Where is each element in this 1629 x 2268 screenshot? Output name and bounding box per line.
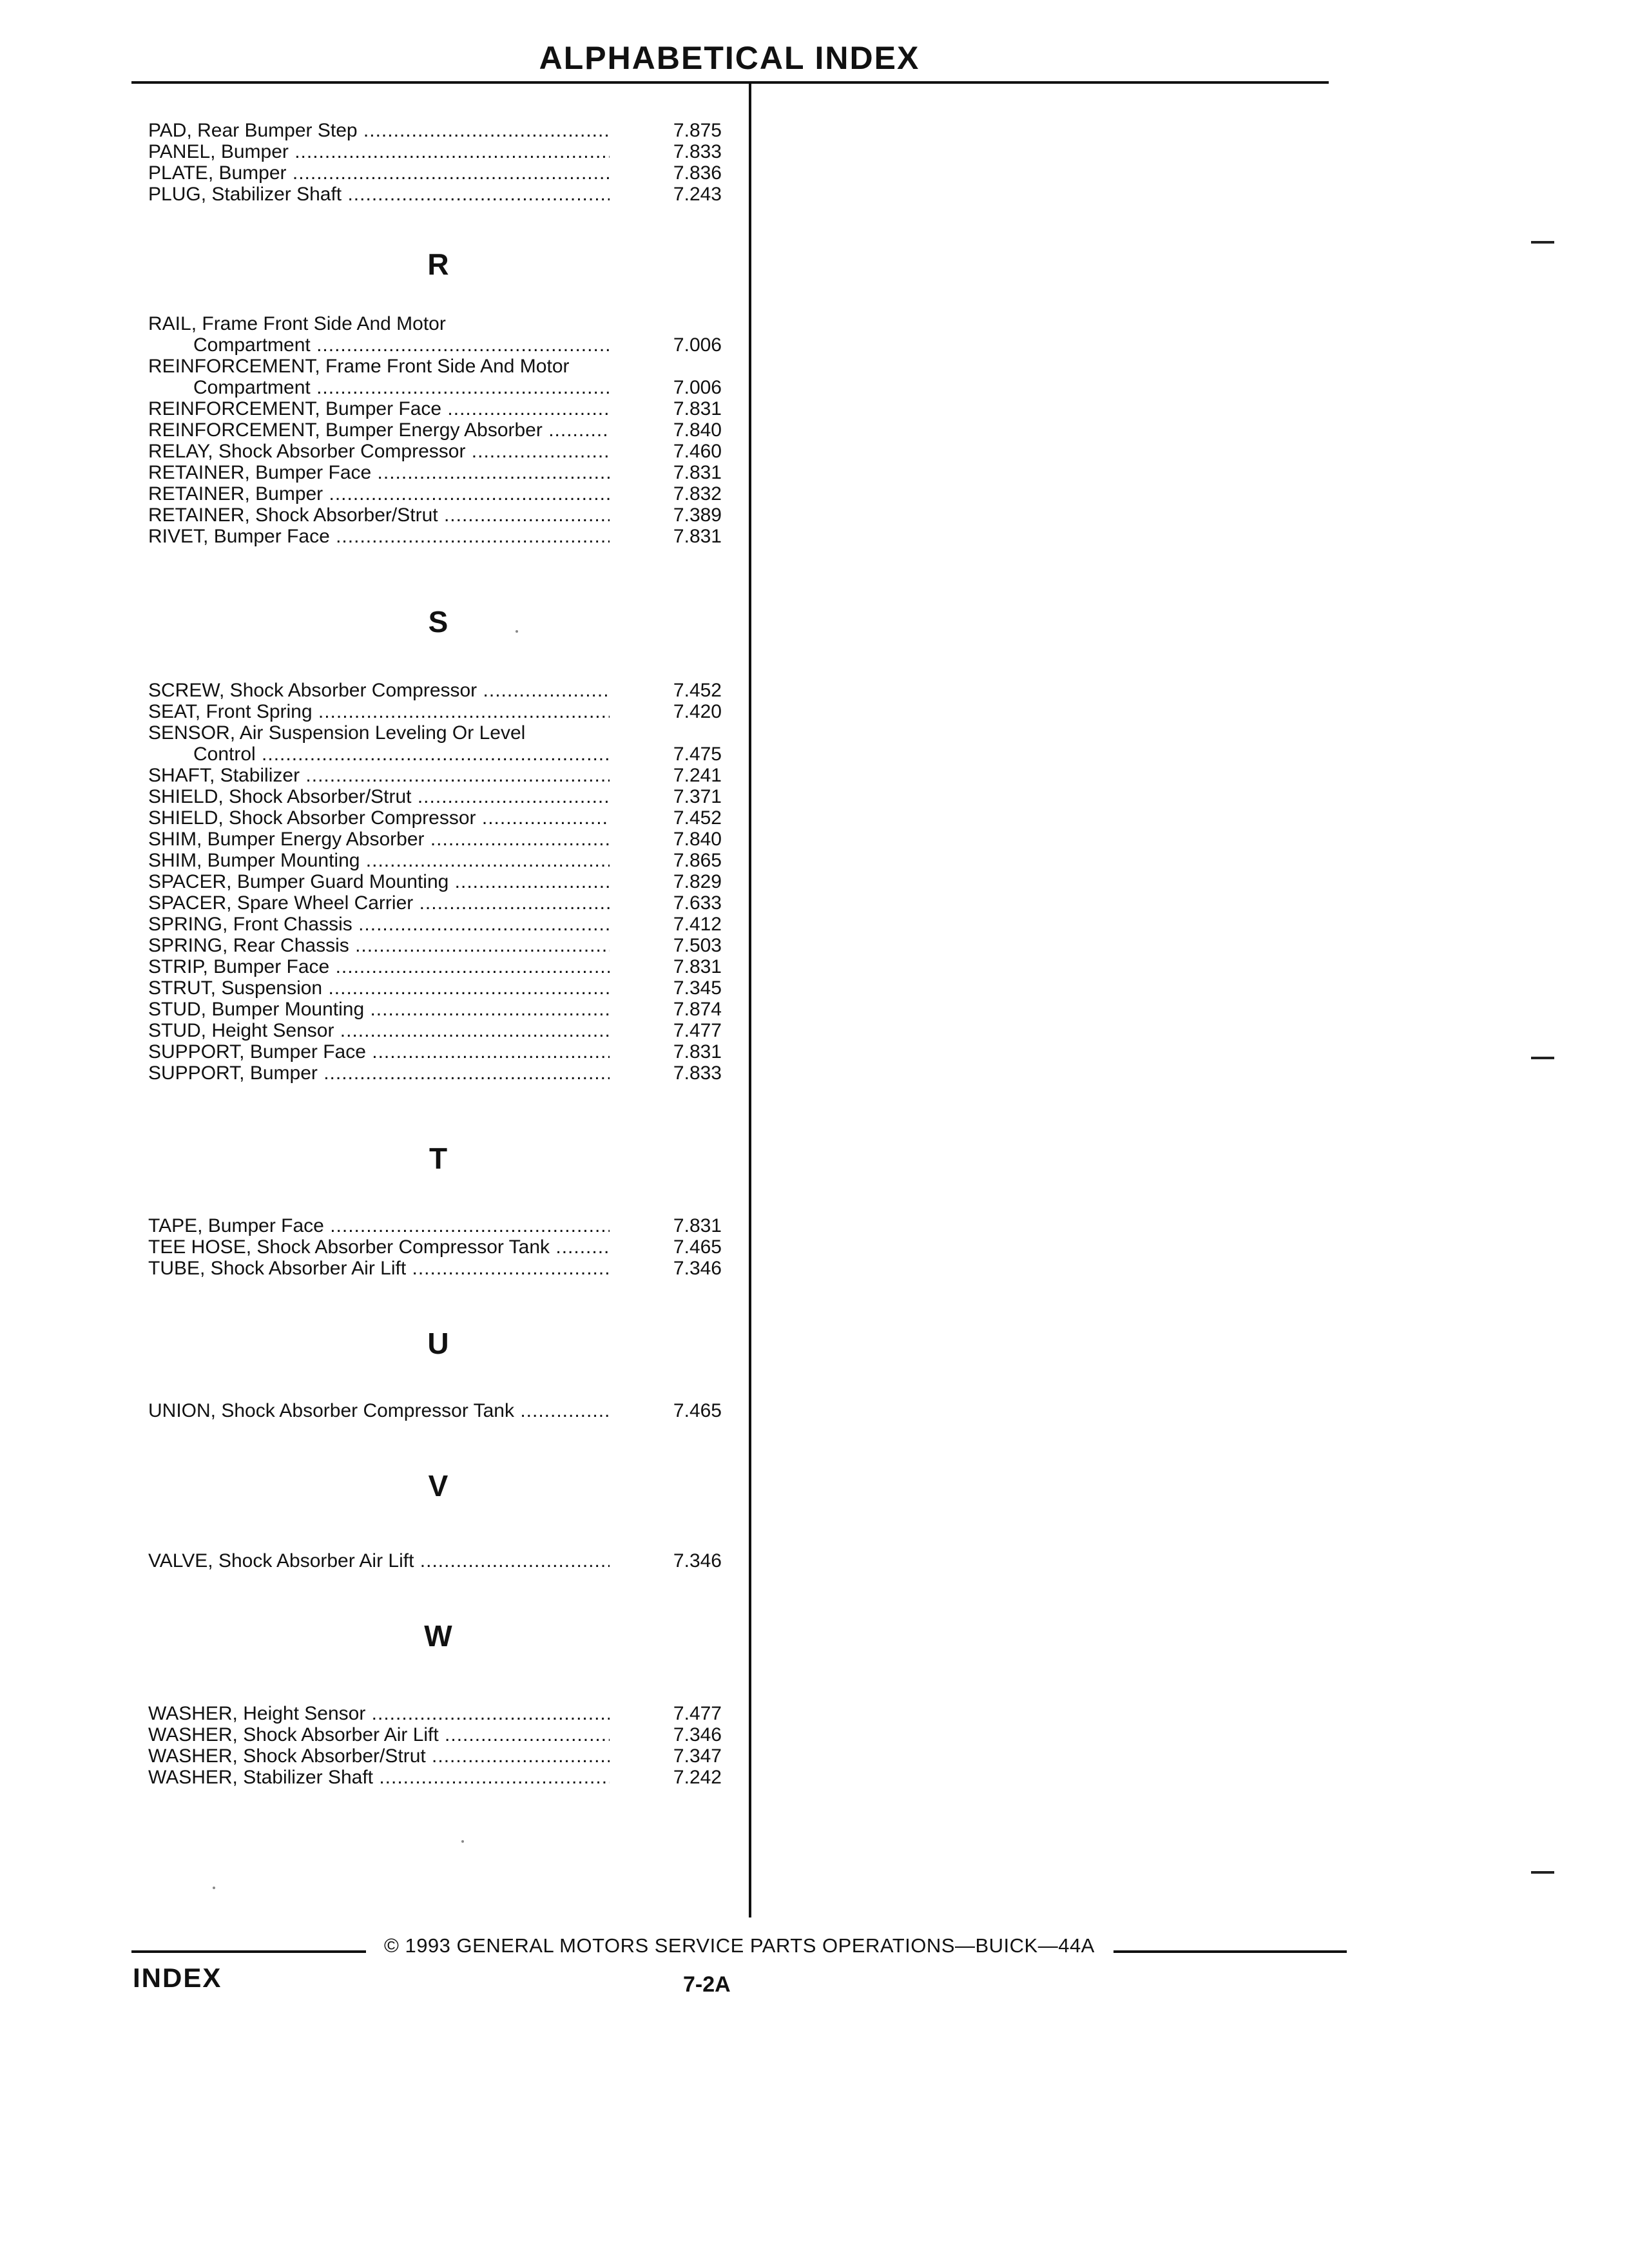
footer-page-number: 7-2A xyxy=(683,1972,731,1997)
entry-term: SHAFT, Stabilizer ..... xyxy=(148,765,610,786)
index-entry xyxy=(148,419,741,441)
entry-term: TAPE, Bumper Face ..... xyxy=(148,1215,610,1236)
binding-tick-mark xyxy=(1531,1871,1554,1874)
entry-term: SPRING, Rear Chassis ..... xyxy=(148,935,610,956)
index-section-v xyxy=(148,1466,741,1571)
index-entry xyxy=(148,701,741,722)
entry-page-ref: 7.831 xyxy=(673,956,722,977)
entry-term: SCREW, Shock Absorber Compressor ..... xyxy=(148,680,610,701)
entry-page-ref: 7.833 xyxy=(673,1062,722,1084)
entry-term: SPACER, Bumper Guard Mounting ..... xyxy=(148,871,610,892)
section-letter-heading: U xyxy=(427,1327,449,1360)
entry-term: RAIL, Frame Front Side And Motor xyxy=(148,313,446,334)
index-entry xyxy=(148,162,741,184)
entry-term: PLUG, Stabilizer Shaft ..... xyxy=(148,184,610,205)
entry-page-ref: 7.477 xyxy=(673,1703,722,1724)
entry-term: SHIELD, Shock Absorber/Strut ..... xyxy=(148,786,610,807)
entry-page-ref: 7.836 xyxy=(673,162,722,184)
index-entry xyxy=(148,956,741,977)
index-entry xyxy=(148,141,741,162)
entry-term: STUD, Bumper Mounting ..... xyxy=(148,999,610,1020)
entry-page-ref: 7.460 xyxy=(673,441,722,462)
index-entry xyxy=(148,680,741,701)
index-entry xyxy=(148,1724,741,1745)
index-entry xyxy=(148,184,741,205)
entry-term: TEE HOSE, Shock Absorber Compressor Tank ..... xyxy=(148,1236,610,1258)
footer-section-label: INDEX xyxy=(133,1963,222,1993)
entry-term: RETAINER, Bumper ..... xyxy=(148,483,610,505)
entry-page-ref: 7.465 xyxy=(673,1236,722,1258)
entry-term-continuation: Compartment ..... xyxy=(193,377,610,398)
entry-page-ref: 7.831 xyxy=(673,398,722,419)
index-entry xyxy=(148,1550,741,1571)
scan-speck xyxy=(213,1887,215,1889)
entry-page-ref: 7.633 xyxy=(673,892,722,914)
section-letter-heading: T xyxy=(429,1142,448,1175)
index-entry xyxy=(148,356,741,398)
entry-term-continuation: Control ..... xyxy=(193,744,610,765)
index-entry xyxy=(148,1258,741,1279)
index-entry xyxy=(148,505,741,526)
entry-term: SHIM, Bumper Energy Absorber ..... xyxy=(148,829,610,850)
entry-term: WASHER, Shock Absorber Air Lift ..... xyxy=(148,1724,610,1745)
entry-term: STRUT, Suspension ..... xyxy=(148,977,610,999)
index-entry xyxy=(148,850,741,871)
index-entry xyxy=(148,722,741,765)
index-entry xyxy=(148,483,741,505)
entry-term: WASHER, Stabilizer Shaft ..... xyxy=(148,1767,610,1788)
index-entry xyxy=(148,914,741,935)
entry-term: PLATE, Bumper ..... xyxy=(148,162,610,184)
index-section-w xyxy=(148,1617,741,1788)
entry-page-ref: 7.389 xyxy=(673,505,722,526)
entry-term: VALVE, Shock Absorber Air Lift ..... xyxy=(148,1550,610,1571)
entry-term: TUBE, Shock Absorber Air Lift ..... xyxy=(148,1258,610,1279)
footer-copyright: © 1993 GENERAL MOTORS SERVICE PARTS OPERATIONS—BUICK—44A xyxy=(384,1934,1095,1957)
entry-term: STRIP, Bumper Face ..... xyxy=(148,956,610,977)
entry-list xyxy=(148,680,741,1084)
entry-list xyxy=(148,120,741,205)
entry-page-ref: 7.832 xyxy=(673,483,722,505)
index-entry xyxy=(148,1236,741,1258)
entry-page-ref: 7.829 xyxy=(673,871,722,892)
entry-page-ref: 7.831 xyxy=(673,1215,722,1236)
entry-list xyxy=(148,313,741,547)
entry-page-ref: 7.242 xyxy=(673,1767,722,1788)
index-section-t xyxy=(148,1139,741,1279)
index-entry xyxy=(148,829,741,850)
index-entry xyxy=(148,786,741,807)
entry-page-ref: 7.006 xyxy=(673,377,722,398)
index-section-u xyxy=(148,1324,741,1421)
index-entry xyxy=(148,765,741,786)
binding-tick-mark xyxy=(1531,241,1554,244)
index-section-r xyxy=(148,245,741,547)
index-entry xyxy=(148,1020,741,1041)
entry-term: SUPPORT, Bumper Face ..... xyxy=(148,1041,610,1062)
entry-page-ref: 7.243 xyxy=(673,184,722,205)
entry-page-ref: 7.874 xyxy=(673,999,722,1020)
entry-term: REINFORCEMENT, Bumper Energy Absorber ..... xyxy=(148,419,610,441)
entry-page-ref: 7.865 xyxy=(673,850,722,871)
index-entry xyxy=(148,1767,741,1788)
column-divider xyxy=(749,84,751,1917)
section-letter-heading: V xyxy=(428,1469,448,1503)
index-column xyxy=(148,120,741,1788)
entry-list xyxy=(148,1400,741,1421)
index-entry xyxy=(148,441,741,462)
entry-term: UNION, Shock Absorber Compressor Tank ..... xyxy=(148,1400,610,1421)
entry-page-ref: 7.503 xyxy=(673,935,722,956)
entry-page-ref: 7.347 xyxy=(673,1745,722,1767)
entry-term: RETAINER, Bumper Face ..... xyxy=(148,462,610,483)
index-entry xyxy=(148,1215,741,1236)
index-section-s xyxy=(148,602,741,1084)
entry-term-continuation: Compartment ..... xyxy=(193,334,610,356)
entry-term: PAD, Rear Bumper Step ..... xyxy=(148,120,610,141)
entry-term: REINFORCEMENT, Frame Front Side And Motor xyxy=(148,356,570,377)
entry-term: SHIELD, Shock Absorber Compressor ..... xyxy=(148,807,610,829)
index-entry xyxy=(148,871,741,892)
entry-list xyxy=(148,1215,741,1279)
index-entry xyxy=(148,462,741,483)
index-entry xyxy=(148,398,741,419)
entry-term: SEAT, Front Spring ..... xyxy=(148,701,610,722)
entry-page-ref: 7.006 xyxy=(673,334,722,356)
page-title: ALPHABETICAL INDEX xyxy=(539,40,920,76)
entry-term: RELAY, Shock Absorber Compressor ..... xyxy=(148,441,610,462)
title-rule xyxy=(131,81,1329,84)
index-entry xyxy=(148,1703,741,1724)
entry-term: REINFORCEMENT, Bumper Face ..... xyxy=(148,398,610,419)
entry-page-ref: 7.371 xyxy=(673,786,722,807)
entry-page-ref: 7.420 xyxy=(673,701,722,722)
section-letter-heading: S xyxy=(428,605,448,639)
entry-page-ref: 7.833 xyxy=(673,141,722,162)
entry-page-ref: 7.831 xyxy=(673,526,722,547)
entry-page-ref: 7.477 xyxy=(673,1020,722,1041)
entry-term: SPRING, Front Chassis ..... xyxy=(148,914,610,935)
index-entry xyxy=(148,1745,741,1767)
entry-page-ref: 7.346 xyxy=(673,1724,722,1745)
entry-term: SHIM, Bumper Mounting ..... xyxy=(148,850,610,871)
scan-speck xyxy=(461,1840,464,1843)
footer-rule xyxy=(1113,1950,1347,1953)
index-entry xyxy=(148,1041,741,1062)
index-entry xyxy=(148,313,741,356)
index-entry xyxy=(148,120,741,141)
index-entry xyxy=(148,1062,741,1084)
entry-page-ref: 7.412 xyxy=(673,914,722,935)
entry-page-ref: 7.345 xyxy=(673,977,722,999)
section-letter-heading: R xyxy=(427,247,449,281)
entry-term: SUPPORT, Bumper ..... xyxy=(148,1062,610,1084)
entry-term: RIVET, Bumper Face ..... xyxy=(148,526,610,547)
entry-term: SENSOR, Air Suspension Leveling Or Level xyxy=(148,722,526,744)
index-entry xyxy=(148,977,741,999)
entry-term: WASHER, Shock Absorber/Strut ..... xyxy=(148,1745,610,1767)
entry-list xyxy=(148,1550,741,1571)
index-entry xyxy=(148,526,741,547)
entry-page-ref: 7.840 xyxy=(673,419,722,441)
entry-page-ref: 7.452 xyxy=(673,680,722,701)
entry-page-ref: 7.475 xyxy=(673,744,722,765)
entry-page-ref: 7.346 xyxy=(673,1258,722,1279)
index-entry xyxy=(148,999,741,1020)
entry-page-ref: 7.831 xyxy=(673,1041,722,1062)
index-entry xyxy=(148,935,741,956)
entry-term: PANEL, Bumper ..... xyxy=(148,141,610,162)
entry-page-ref: 7.465 xyxy=(673,1400,722,1421)
index-section-p xyxy=(148,120,741,210)
entry-page-ref: 7.831 xyxy=(673,462,722,483)
entry-list xyxy=(148,1703,741,1788)
entry-page-ref: 7.840 xyxy=(673,829,722,850)
footer-rule xyxy=(131,1950,366,1953)
section-letter-heading: W xyxy=(424,1619,452,1653)
index-entry xyxy=(148,892,741,914)
entry-page-ref: 7.241 xyxy=(673,765,722,786)
binding-tick-mark xyxy=(1531,1057,1554,1059)
entry-page-ref: 7.875 xyxy=(673,120,722,141)
entry-term: STUD, Height Sensor ..... xyxy=(148,1020,610,1041)
entry-term: SPACER, Spare Wheel Carrier ..... xyxy=(148,892,610,914)
entry-page-ref: 7.452 xyxy=(673,807,722,829)
entry-page-ref: 7.346 xyxy=(673,1550,722,1571)
entry-term: RETAINER, Shock Absorber/Strut ..... xyxy=(148,505,610,526)
index-entry xyxy=(148,807,741,829)
entry-term: WASHER, Height Sensor ..... xyxy=(148,1703,610,1724)
index-entry xyxy=(148,1400,741,1421)
